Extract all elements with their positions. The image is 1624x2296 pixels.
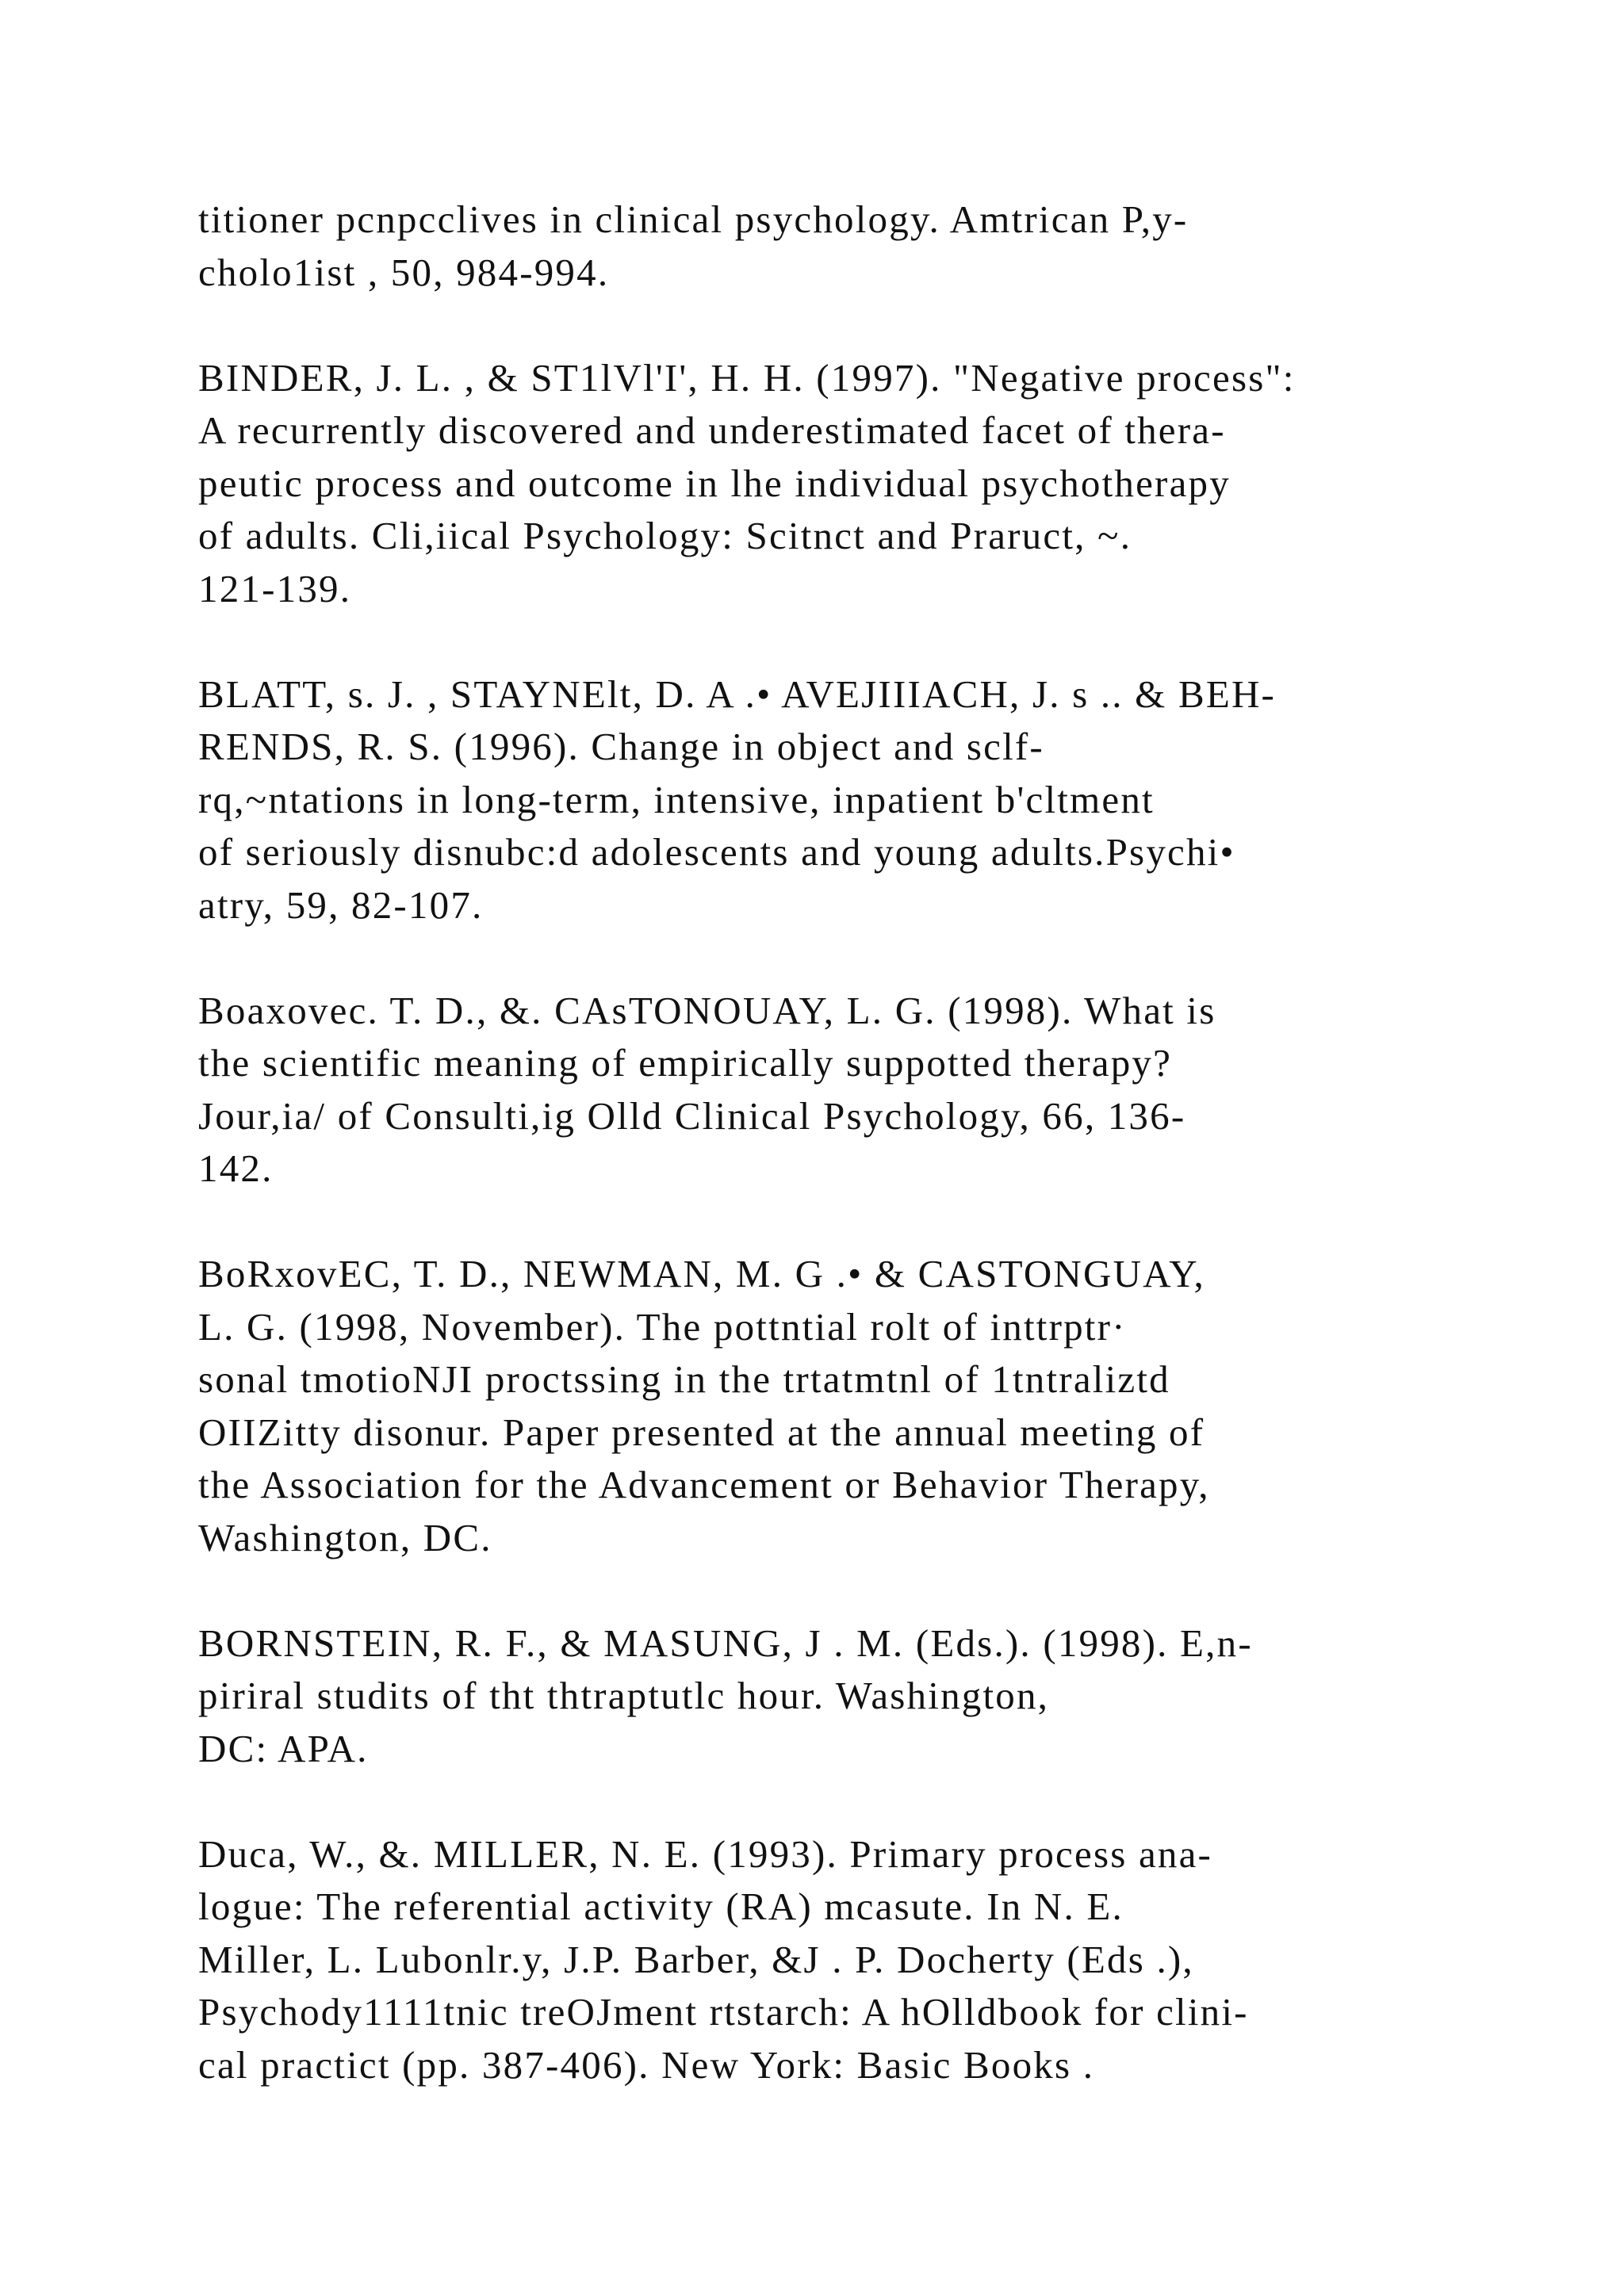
reference-line: Psychody1111tnic treOJment rtstarch: A hOlldbook for clini- (198, 1990, 1249, 2034)
reference-line: BINDER, J. L. , & ST1lVl'I', H. H. (1997). "Negative process": (198, 355, 1296, 400)
reference-line: BORNSTEIN, R. F., & MASUNG, J . M. (Eds.). (1998). E,n- (198, 1621, 1253, 1665)
reference-line: BLATT, s. J. , STAYNElt, D. A .• AVEJIIIACH, J. s .. & BEH- (198, 672, 1277, 716)
reference-line: peutic process and outcome in lhe individual psychotherapy (198, 461, 1231, 505)
reference-line: OIIZitty disonur. Paper presented at the annual meeting of (198, 1410, 1205, 1454)
reference-entry (198, 1828, 1546, 2092)
reference-line: L. G. (1998, November). The pottntial rolt of inttrptr· (198, 1304, 1127, 1349)
reference-line: logue: The referential activity (RA) mcasute. In N. E. (198, 1885, 1124, 1928)
reference-entry (198, 985, 1546, 1196)
reference-line: Jour,ia/ of Consulti,ig Olld Clinical Psychology, 66, 136- (198, 1093, 1186, 1138)
reference-line: atry, 59, 82-107. (198, 882, 484, 927)
reference-line: A recurrently discovered and underestimated facet of thera- (198, 408, 1226, 452)
reference-entry (198, 352, 1546, 616)
reference-line: Boaxovec. T. D., &. CAsTONOUAY, L. G. (1998). What is (198, 988, 1216, 1032)
reference-line: DC: APA. (198, 1726, 369, 1770)
reference-line: titioner pcnpcclives in clinical psychology. Amtrican P,y- (198, 197, 1189, 241)
reference-line: RENDS, R. S. (1996). Change in object and sclf- (198, 725, 1044, 768)
reference-line: of seriously disnubc:d adolescents and young adults.Psychi• (198, 830, 1235, 874)
reference-entry (198, 1248, 1546, 1564)
reference-line: cal practict (pp. 387-406). New York: Basic Books . (198, 2042, 1095, 2087)
reference-line: the scientific meaning of empirically suppotted therapy? (198, 1041, 1173, 1085)
reference-line: Miller, L. Lubonlr.y, J.P. Barber, &J . P. Docherty (Eds .), (198, 1937, 1194, 1981)
reference-line: Duca, W., &. MILLER, N. E. (1993). Primary process ana- (198, 1831, 1213, 1876)
reference-line: piriral studits of tht thtraptutlc hour. Washington, (198, 1674, 1050, 1717)
reference-entry (198, 668, 1546, 932)
reference-list (198, 193, 1546, 2145)
reference-line: BoRxovEC, T. D., NEWMAN, M. G .• & CASTONGUAY, (198, 1252, 1205, 1295)
reference-line: the Association for the Advancement or Behavior Therapy, (198, 1463, 1210, 1506)
reference-entry (198, 193, 1546, 299)
reference-line: 121-139. (198, 566, 352, 610)
reference-line: of adults. Cli,iical Psychology: Scitnct and Praruct, ~. (198, 514, 1132, 557)
reference-line: cholo1ist , 50, 984-994. (198, 250, 610, 294)
reference-line: 142. (198, 1146, 274, 1190)
reference-line: Washington, DC. (198, 1515, 492, 1559)
reference-line: rq,~ntations in long-term, intensive, inpatient b'cltment (198, 777, 1155, 821)
reference-entry (198, 1617, 1546, 1776)
reference-line: sonal tmotioNJI proctssing in the trtatmtnl of 1tntraliztd (198, 1357, 1170, 1401)
